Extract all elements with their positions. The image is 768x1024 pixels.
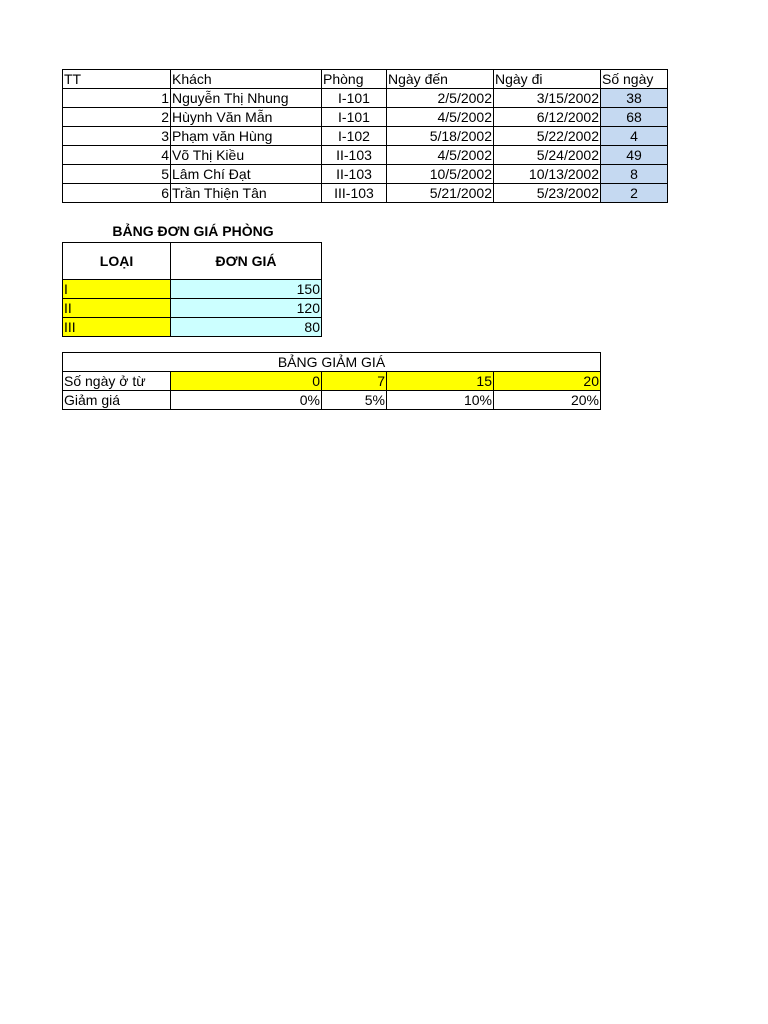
cell-tt: 1 [63,89,171,108]
discount-title-row [63,353,601,372]
discount-label: Giảm giá [63,391,171,410]
table-row [63,184,668,203]
cell-guest: Hùynh Văn Mẫn [171,108,322,127]
cell-arrive: 5/18/2002 [387,127,494,146]
cell-days: 8 [601,165,668,184]
cell-tt: 6 [63,184,171,203]
discount-table [62,352,601,410]
cell-arrive: 2/5/2002 [387,89,494,108]
cell-depart: 5/24/2002 [494,146,601,165]
cell-discount: 10% [387,391,494,410]
cell-depart: 5/23/2002 [494,184,601,203]
discount-rate-row [63,391,601,410]
header-type: LOẠI [63,243,171,280]
table-row [63,146,668,165]
cell-days: 49 [601,146,668,165]
cell-room: I-101 [322,108,387,127]
header-guest: Khách [171,70,322,89]
price-table-title: BẢNG ĐƠN GIÁ PHÒNG [112,223,274,239]
cell-days: 38 [601,89,668,108]
cell-room: II-103 [322,165,387,184]
table-row [63,89,668,108]
header-tt: TT [63,70,171,89]
cell-guest: Lâm Chí Đạt [171,165,322,184]
cell-arrive: 10/5/2002 [387,165,494,184]
cell-depart: 5/22/2002 [494,127,601,146]
cell-guest: Phạm văn Hùng [171,127,322,146]
cell-room: I-102 [322,127,387,146]
cell-depart: 6/12/2002 [494,108,601,127]
cell-guest: Trần Thiện Tân [171,184,322,203]
days-label: Số ngày ở từ [63,372,171,391]
cell-room: III-103 [322,184,387,203]
header-days: Số ngày [601,70,668,89]
table-row [63,280,322,299]
guest-table [62,69,668,203]
table-row [63,299,322,318]
cell-price: 150 [171,280,322,299]
cell-depart: 10/13/2002 [494,165,601,184]
header-price: ĐƠN GIÁ [171,243,322,280]
header-room: Phòng [322,70,387,89]
discount-table-title: BẢNG GIẢM GIÁ [63,353,601,372]
guest-header-row [63,70,668,89]
cell-tt: 3 [63,127,171,146]
cell-price: 120 [171,299,322,318]
cell-tt: 5 [63,165,171,184]
cell-days: 4 [601,127,668,146]
cell-price: 80 [171,318,322,337]
header-depart: Ngày đi [494,70,601,89]
table-row [63,165,668,184]
cell-arrive: 4/5/2002 [387,146,494,165]
cell-room: II-103 [322,146,387,165]
price-header-row [63,243,322,280]
cell-days-threshold: 20 [494,372,601,391]
cell-discount: 0% [171,391,322,410]
header-arrive: Ngày đến [387,70,494,89]
cell-days: 68 [601,108,668,127]
cell-days: 2 [601,184,668,203]
cell-guest: Nguyễn Thị Nhung [171,89,322,108]
cell-type: III [63,318,171,337]
cell-type: I [63,280,171,299]
cell-depart: 3/15/2002 [494,89,601,108]
cell-tt: 4 [63,146,171,165]
cell-room: I-101 [322,89,387,108]
cell-days-threshold: 7 [322,372,387,391]
cell-discount: 20% [494,391,601,410]
table-row [63,318,322,337]
table-row [63,108,668,127]
cell-guest: Võ Thị Kiều [171,146,322,165]
table-row [63,127,668,146]
cell-arrive: 5/21/2002 [387,184,494,203]
cell-discount: 5% [322,391,387,410]
cell-arrive: 4/5/2002 [387,108,494,127]
cell-days-threshold: 0 [171,372,322,391]
discount-days-row [63,372,601,391]
cell-days-threshold: 15 [387,372,494,391]
cell-type: II [63,299,171,318]
cell-tt: 2 [63,108,171,127]
price-table [62,242,322,337]
